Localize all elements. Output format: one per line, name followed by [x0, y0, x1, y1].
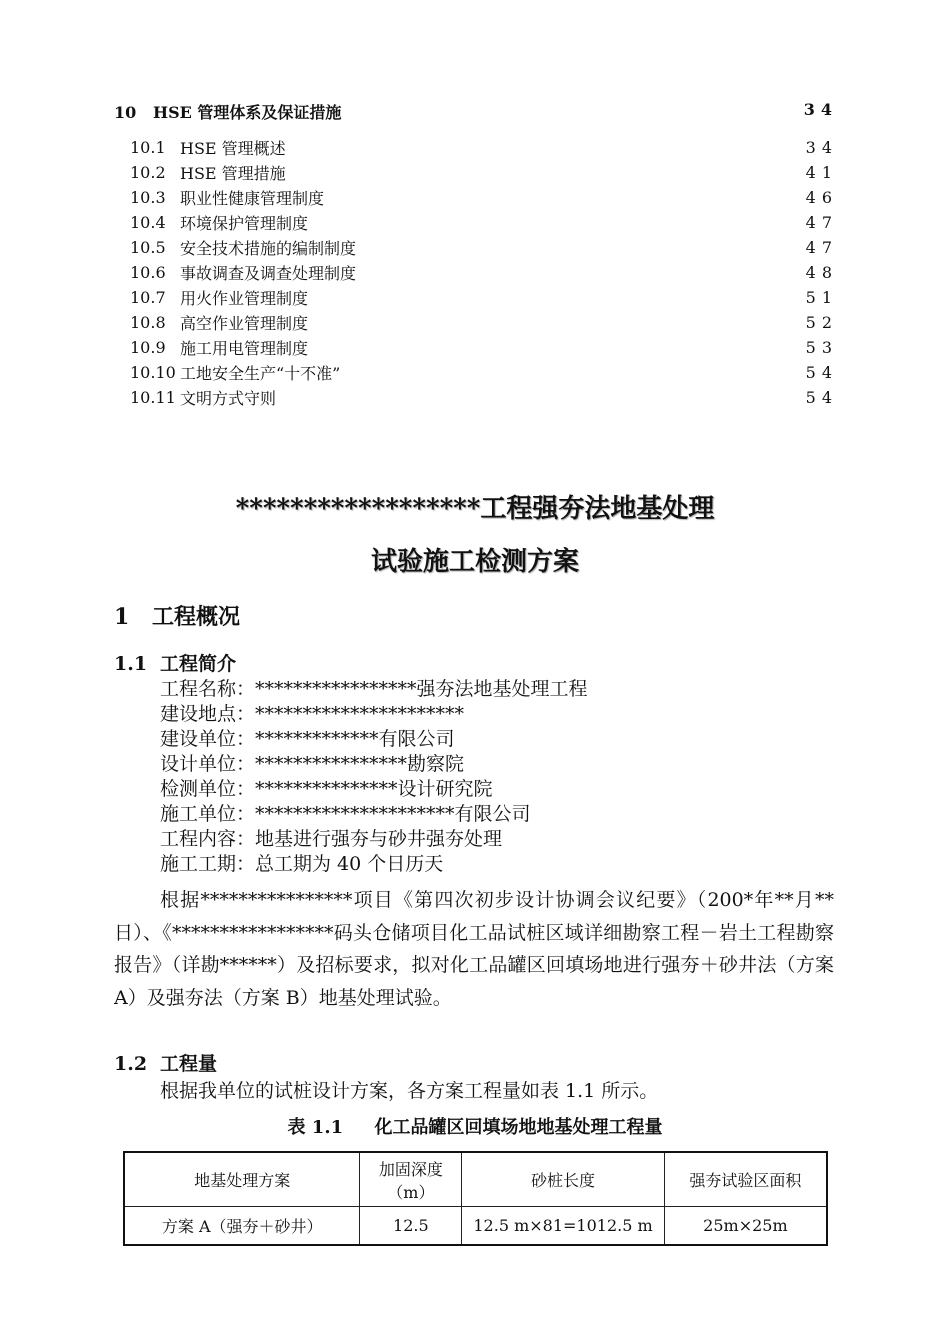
toc-entry[interactable]: [130, 335, 838, 360]
toc-entry-page: 54: [805, 363, 838, 382]
quantity-table: [123, 1151, 828, 1246]
toc-entry-page: 34: [805, 138, 838, 157]
toc-entry-number: 10.10: [130, 363, 176, 382]
toc-entry-title: 高空作业管理制度: [180, 314, 309, 333]
toc-entry-title: 职业性健康管理制度: [180, 189, 325, 208]
toc-entry-number: 10.2: [130, 163, 166, 182]
toc-entry-number: 10.3: [130, 188, 166, 207]
toc-entry-title: 事故调查及调查处理制度: [180, 264, 357, 283]
toc-section-heading[interactable]: [114, 100, 838, 123]
toc-list: [130, 135, 838, 410]
toc-entry-title: 施工用电管理制度: [180, 339, 309, 358]
toc-entry[interactable]: [130, 310, 838, 335]
toc-entry[interactable]: [130, 260, 838, 285]
toc-entry-title: 工地安全生产“十不准”: [180, 364, 341, 383]
toc-section-page: 34: [803, 100, 838, 119]
toc-entry-number: 10.5: [130, 238, 166, 257]
section-heading: [114, 600, 240, 631]
toc-entry[interactable]: [130, 285, 838, 310]
table-caption: 表 1.1 化工品罐区回填场地地基处理工程量: [287, 1117, 663, 1138]
toc-entry-page: 47: [805, 238, 838, 257]
toc-entry[interactable]: [130, 135, 838, 160]
subsection-number: 1.2: [114, 1053, 148, 1075]
toc-entry-title: 文明方式守则: [180, 389, 277, 408]
toc-section-label: 10 HSE 管理体系及保证措施: [114, 103, 342, 122]
toc-entry-page: 54: [805, 388, 838, 407]
toc-entry-number: 10.4: [130, 213, 166, 232]
toc-entry[interactable]: [130, 360, 838, 385]
toc-entry-page: 53: [805, 338, 838, 357]
project-info-list: [160, 677, 588, 877]
toc-entry-title: 环境保护管理制度: [180, 214, 309, 233]
toc-entry-page: 41: [805, 163, 838, 182]
subsection-title: 工程量: [160, 1053, 218, 1075]
info-duration: 施工工期：总工期为 40 个日历天: [160, 853, 444, 875]
toc-entry-title: 安全技术措施的编制制度: [180, 239, 357, 258]
table-cell: 25m×25m: [664, 1207, 827, 1246]
info-contractor: 施工单位：*********************有限公司: [160, 803, 531, 825]
table-header-cell: 砂桩长度: [462, 1152, 665, 1207]
toc-entry[interactable]: [130, 185, 838, 210]
toc-entry[interactable]: [130, 235, 838, 260]
toc-entry-page: 52: [805, 313, 838, 332]
info-project-name: 工程名称：*****************强夯法地基处理工程: [160, 678, 588, 700]
toc-entry-title: 用火作业管理制度: [180, 289, 309, 308]
toc-entry-page: 47: [805, 213, 838, 232]
toc-entry-number: 10.1: [130, 138, 166, 157]
table-header-row: [124, 1152, 827, 1207]
info-inspector: 检测单位：***************设计研究院: [160, 778, 493, 800]
table-row: [124, 1207, 827, 1246]
info-location: 建设地点：**********************: [160, 703, 465, 725]
document-title-line2: 试验施工检测方案: [370, 547, 579, 577]
toc-entry-page: 51: [805, 288, 838, 307]
toc-entry[interactable]: [130, 160, 838, 185]
toc-entry-number: 10.9: [130, 338, 166, 357]
info-scope: 工程内容：地基进行强夯与砂井强夯处理: [160, 828, 503, 850]
toc-entry-number: 10.11: [130, 388, 176, 407]
table-header-cell: 地基处理方案: [124, 1152, 360, 1207]
info-designer: 设计单位：****************勘察院: [160, 753, 465, 775]
subsection-heading: [114, 1049, 217, 1076]
toc-entry-title: HSE 管理概述: [180, 139, 286, 158]
subsection-number: 1.1: [114, 653, 148, 675]
subsection-title: 工程简介: [160, 653, 237, 675]
section-number: 1: [114, 604, 130, 630]
toc-entry-number: 10.6: [130, 263, 166, 282]
toc-entry-page: 46: [805, 188, 838, 207]
toc-entry[interactable]: [130, 210, 838, 235]
toc-entry-number: 10.7: [130, 288, 166, 307]
section-title: 工程概况: [152, 604, 241, 630]
subsection-heading: [114, 649, 236, 676]
quantity-paragraph: 根据我单位的试桩设计方案，各方案工程量如表 1.1 所示。: [160, 1080, 659, 1102]
toc-entry-number: 10.8: [130, 313, 166, 332]
table-header-cell: 强夯试验区面积: [664, 1152, 827, 1207]
toc-entry-page: 48: [805, 263, 838, 282]
table-header-cell: 加固深度（m）: [360, 1152, 462, 1207]
table-cell: 12.5: [360, 1207, 462, 1246]
intro-paragraph: 根据****************项目《第四次初步设计协调会议纪要》（200*年**月**日）、《*****************码头仓储项目化工品试桩区域详细勘察工程－岩土工程勘察报告》（详勘******）及招标要求，拟对化工品罐区回填场地进行强夯＋砂井法（方案 A）及强夯法（方案 B）地基处理试验。: [114, 889, 834, 1009]
toc-entry-title: HSE 管理措施: [180, 164, 286, 183]
toc-entry[interactable]: [130, 385, 838, 410]
table-cell: 方案 A（强夯＋砂井）: [124, 1207, 360, 1246]
table-cell: 12.5 m×81=1012.5 m: [462, 1207, 665, 1246]
info-owner: 建设单位：*************有限公司: [160, 728, 455, 750]
document-title-line1: ******************工程强夯法地基处理: [235, 494, 715, 524]
